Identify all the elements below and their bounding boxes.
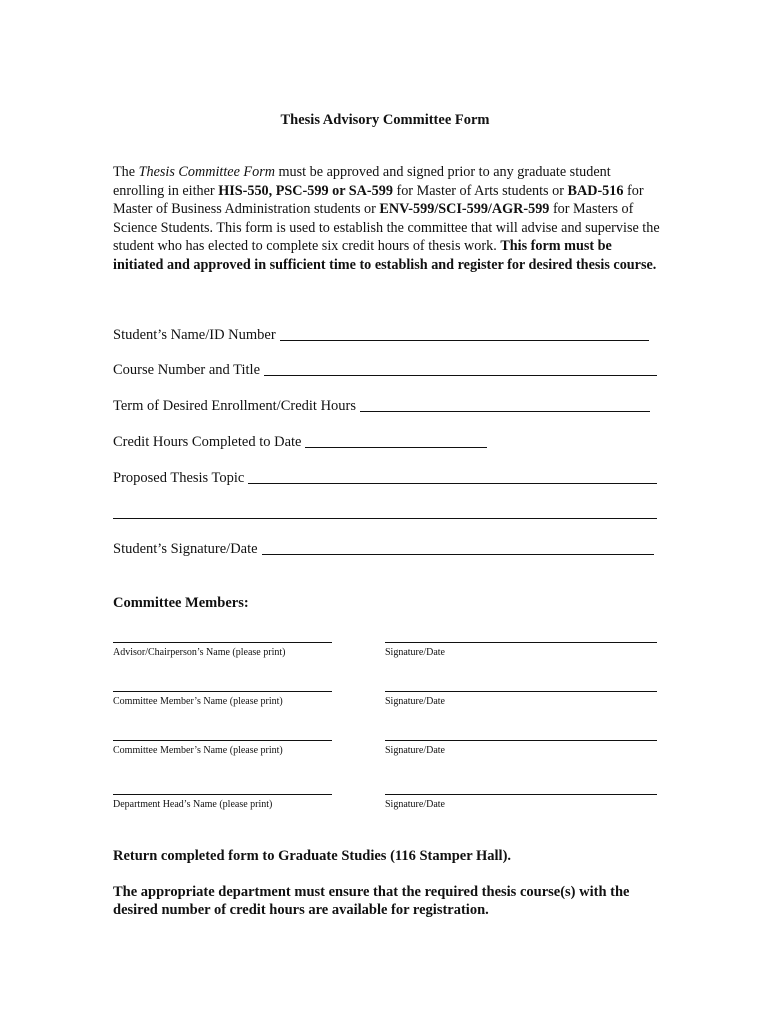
intro-text: for Masters of Science Students. This form is used to establish the committee that will advise and supervise the student who has elected to complete six credit hours of thesis work.: [113, 201, 660, 254]
committee-row-member-2: [0, 740, 770, 770]
committee-row-advisor: [0, 642, 770, 672]
student-name-input-line[interactable]: [280, 326, 649, 341]
term-label: Term of Desired Enrollment/Credit Hours: [113, 398, 357, 414]
member-1-signature-line[interactable]: [385, 691, 657, 692]
department-head-name-caption: Department Head’s Name (please print): [113, 799, 273, 810]
intro-mba-course: BAD-516: [567, 182, 624, 199]
credit-hours-label: Credit Hours Completed to Date: [113, 434, 302, 450]
member-1-name-caption: Committee Member’s Name (please print): [113, 696, 283, 707]
member-2-name-caption: Committee Member’s Name (please print): [113, 745, 283, 756]
intro-text: The: [113, 164, 139, 180]
member-1-name-line[interactable]: [113, 691, 332, 692]
member-2-name-line[interactable]: [113, 740, 332, 741]
department-head-signature-line[interactable]: [385, 794, 657, 795]
student-name-field: [113, 324, 649, 344]
intro-text: for Master of Arts students or: [392, 182, 568, 199]
advisor-name-caption: Advisor/Chairperson’s Name (please print): [113, 647, 286, 658]
student-signature-input-line[interactable]: [262, 540, 654, 555]
term-input-line[interactable]: [360, 397, 650, 412]
intro-form-name: Thesis Committee Form: [138, 164, 275, 180]
department-head-name-line[interactable]: [113, 794, 332, 795]
credit-hours-field: [113, 431, 487, 451]
thesis-topic-continuation-line[interactable]: [113, 518, 657, 519]
advisor-signature-caption: Signature/Date: [385, 647, 445, 658]
member-2-signature-caption: Signature/Date: [385, 745, 445, 756]
course-field: [113, 359, 657, 379]
course-label: Course Number and Title: [113, 362, 261, 378]
form-title: Thesis Advisory Committee Form: [280, 112, 490, 128]
intro-ms-courses: ENV-599/SCI-599/AGR-599: [379, 201, 550, 217]
return-instructions: Return completed form to Graduate Studies (116 Stamper Hall).: [113, 848, 512, 864]
member-1-signature-caption: Signature/Date: [385, 696, 445, 707]
committee-row-member-1: [0, 691, 770, 721]
thesis-topic-input-line[interactable]: [248, 469, 657, 484]
committee-heading: Committee Members:: [113, 595, 249, 611]
department-requirement-note: The appropriate department must ensure that the required thesis course(s) with the desired number of credit hours are available for registration.: [113, 884, 630, 918]
intro-paragraph: [113, 163, 661, 274]
credit-hours-input-line[interactable]: [305, 433, 487, 448]
student-signature-field: [113, 538, 654, 558]
thesis-topic-label: Proposed Thesis Topic: [113, 470, 245, 486]
thesis-topic-field: [113, 467, 657, 487]
advisor-name-line[interactable]: [113, 642, 332, 643]
intro-deadline-note: This form must be initiated and approved in sufficient time to establish and register for desired thesis course.: [113, 238, 657, 273]
course-input-line[interactable]: [264, 361, 657, 376]
committee-row-department-head: [0, 794, 770, 824]
intro-ma-courses: HIS-550, PSC-599 or SA-599: [218, 182, 393, 199]
term-field: [113, 395, 650, 415]
student-name-label: Student’s Name/ID Number: [113, 327, 276, 343]
student-signature-label: Student’s Signature/Date: [113, 541, 258, 557]
advisor-signature-line[interactable]: [385, 642, 657, 643]
intro-text: must be approved and signed prior to any graduate student enrolling in either: [113, 164, 611, 199]
intro-text: for Master of Business Administration students or: [113, 182, 644, 217]
department-head-signature-caption: Signature/Date: [385, 799, 445, 810]
member-2-signature-line[interactable]: [385, 740, 657, 741]
